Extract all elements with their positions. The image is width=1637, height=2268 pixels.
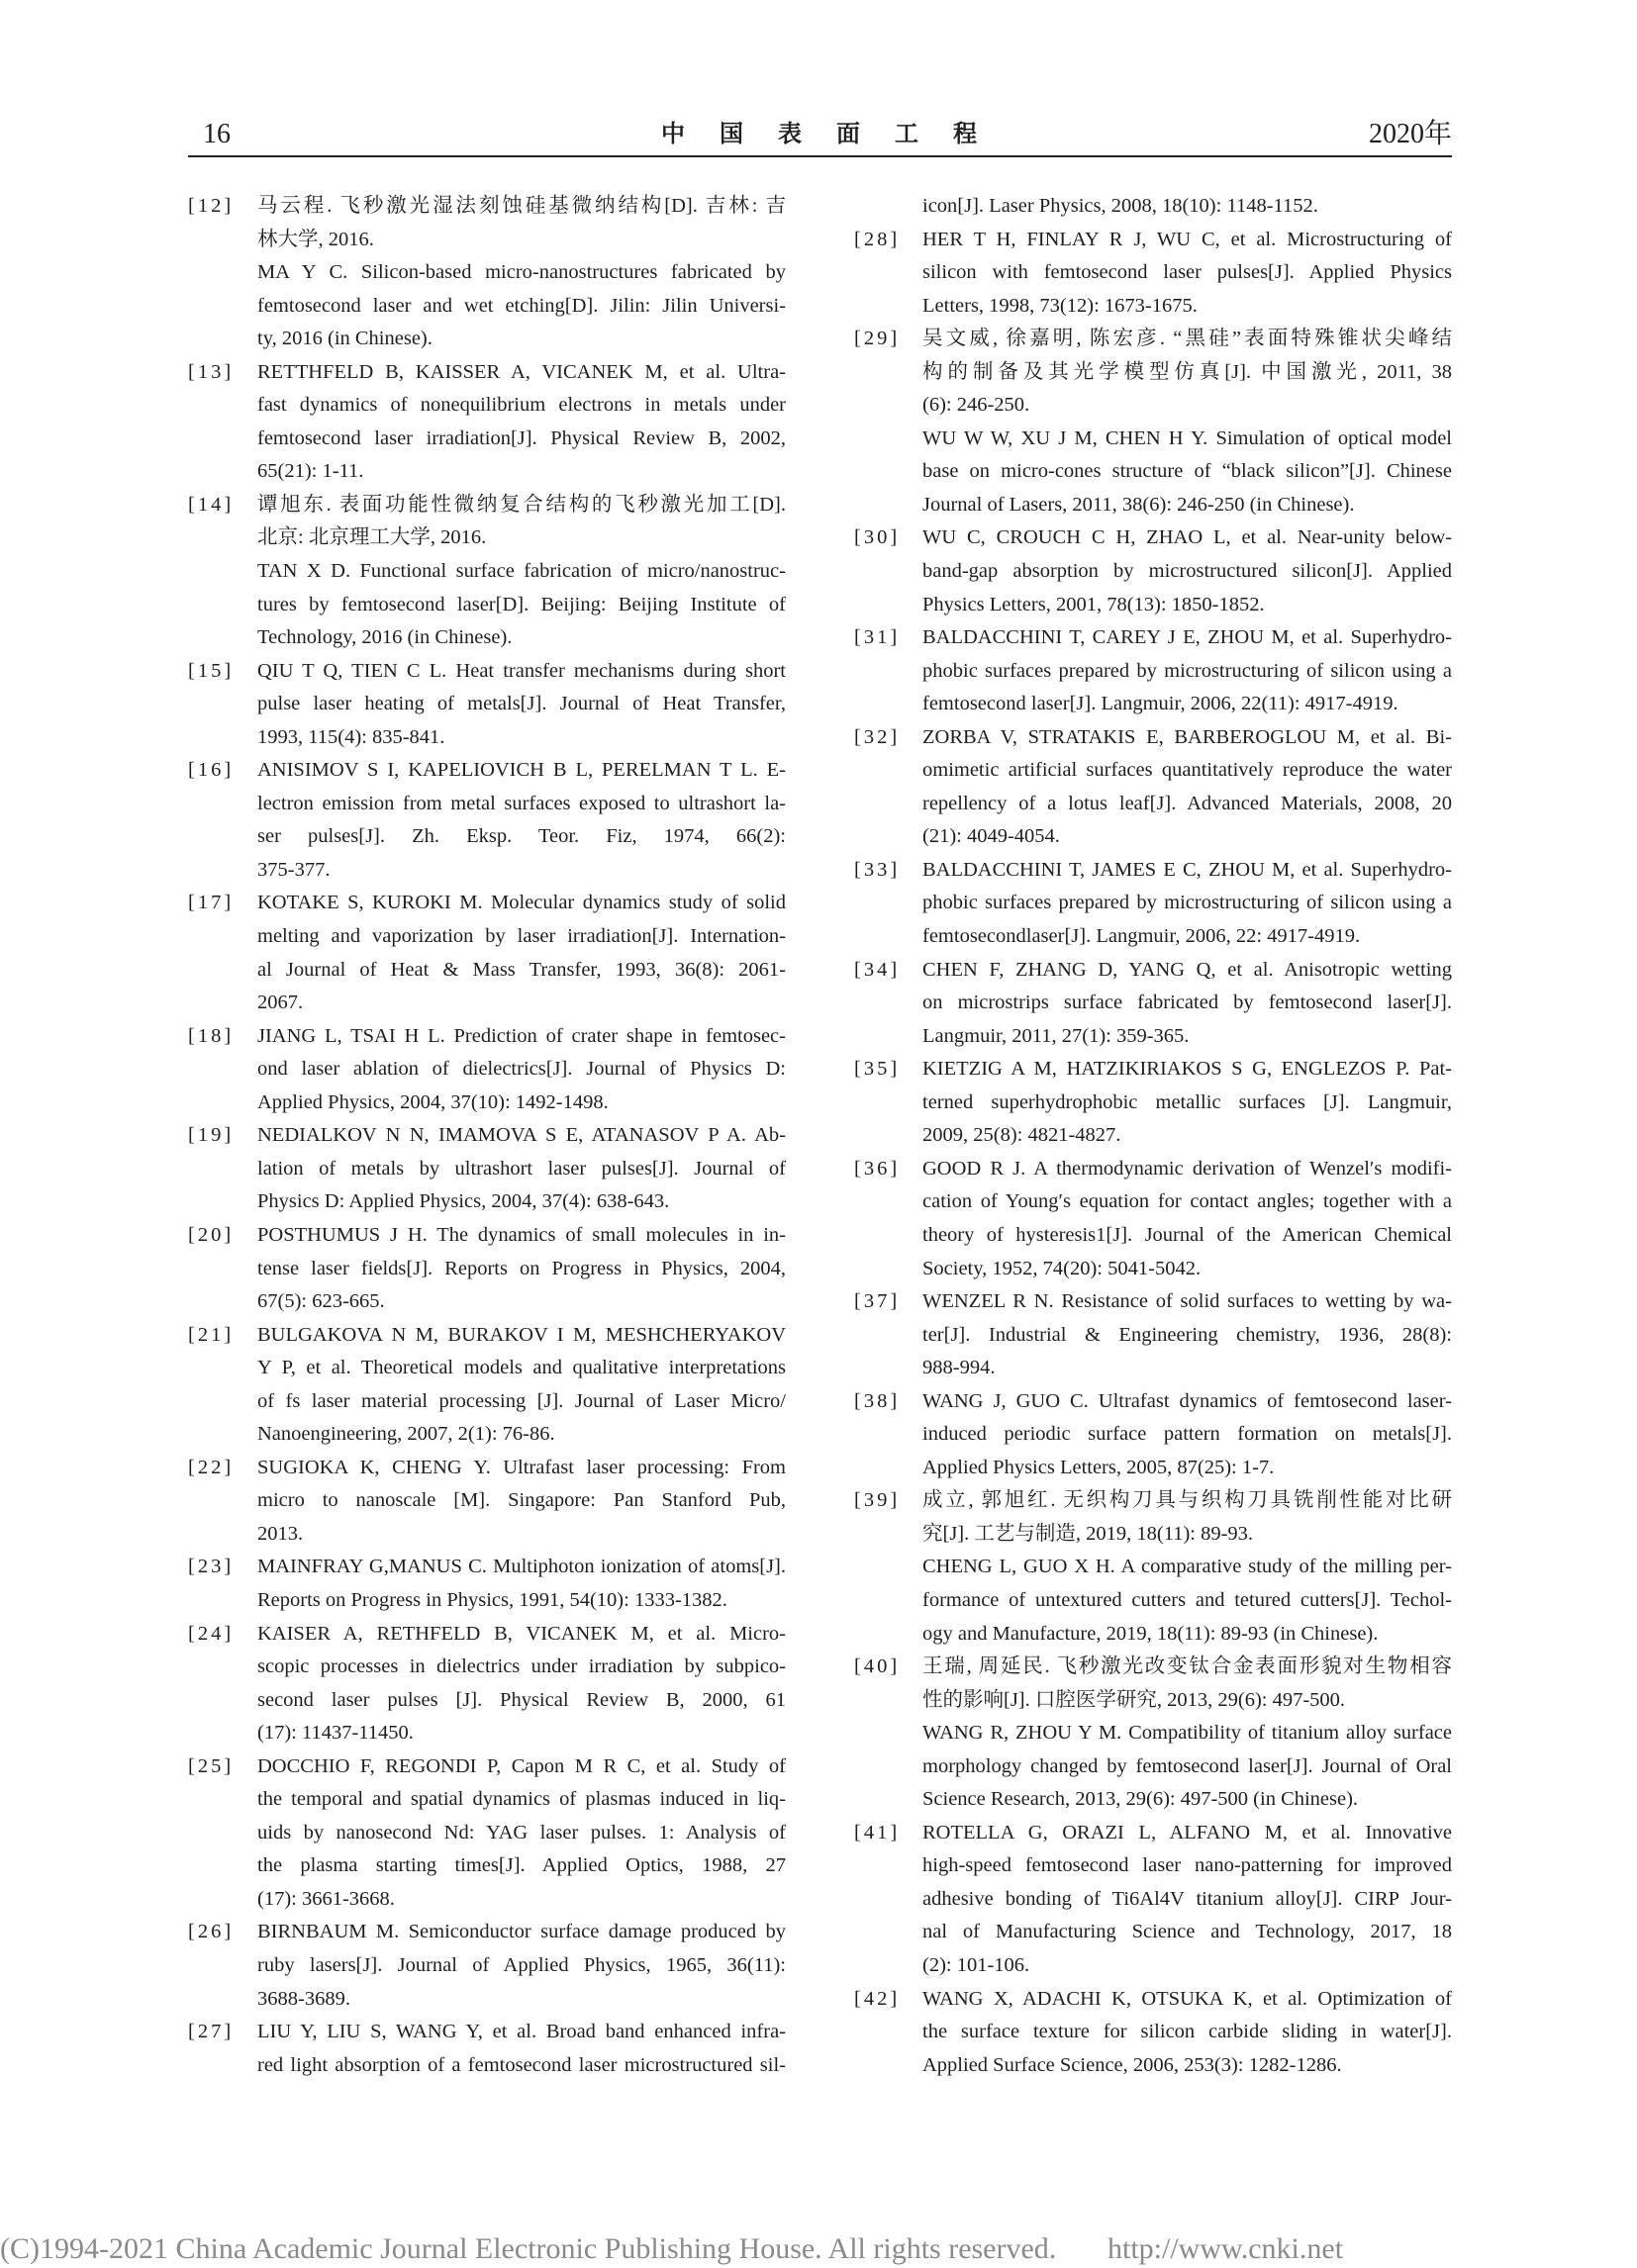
reference-text bbox=[257, 2016, 786, 2082]
reference-line: red light absorption of a femtosecond laser microstructured sil- bbox=[257, 2053, 786, 2076]
reference-line: KOTAKE S, KUROKI M. Molecular dynamics study of solid bbox=[257, 892, 786, 914]
reference-line: NEDIALKOV N N, IMAMOVA S E, ATANASOV P A. Ab- bbox=[257, 1124, 786, 1147]
left-column bbox=[188, 190, 786, 2082]
reference-line: high-speed femtosecond laser nano-patterning for improved bbox=[922, 1854, 1452, 1877]
reference-line: Letters, 1998, 73(12): 1673-1675. bbox=[922, 294, 1198, 317]
reference-line: BALDACCHINI T, CAREY J E, ZHOU M, et al. Superhydro- bbox=[922, 626, 1452, 649]
reference-line: al Journal of Heat & Mass Transfer, 1993, 36(8): 2061- bbox=[257, 958, 786, 981]
reference-line: nal of Manufacturing Science and Technology, 2017, 18 bbox=[922, 1921, 1452, 1943]
reference-line: uids by nanosecond Nd: YAG laser pulses. 1: Analysis of bbox=[257, 1821, 786, 1843]
reference-line: (17): 3661-3668. bbox=[257, 1887, 395, 1910]
reference-line: WANG R, ZHOU Y M. Compatibility of titanium alloy surface bbox=[922, 1722, 1452, 1745]
reference-entry bbox=[854, 521, 1452, 621]
reference-text bbox=[257, 1219, 786, 1319]
reference-line: (2): 101-106. bbox=[922, 1953, 1030, 1976]
reference-line: ond laser ablation of dielectrics[J]. Journal of Physics D: bbox=[257, 1058, 786, 1081]
reference-line: Nanoengineering, 2007, 2(1): 76-86. bbox=[257, 1423, 555, 1446]
reference-number: [41] bbox=[854, 1821, 901, 1843]
header-rule bbox=[188, 155, 1452, 157]
reference-number: [20] bbox=[188, 1223, 235, 1246]
reference-number: [21] bbox=[188, 1323, 235, 1346]
reference-line: (21): 4049-4054. bbox=[922, 825, 1060, 848]
reference-entry bbox=[854, 323, 1452, 521]
reference-line: Reports on Progress in Physics, 1991, 54(10): 1333-1382. bbox=[257, 1588, 727, 1611]
reference-line: 成立, 郭旭红. 无织构刀具与织构刀具铣削性能对比研 bbox=[922, 1489, 1452, 1512]
publisher-url: http://www.cnki.net bbox=[1107, 2232, 1344, 2265]
reference-line: KIETZIG A M, HATZIKIRIAKOS S G, ENGLEZOS P. Pat- bbox=[922, 1058, 1452, 1081]
reference-line: formance of untextured cutters and tetured cutters[J]. Techol- bbox=[922, 1588, 1452, 1611]
reference-text bbox=[257, 190, 786, 356]
reference-line: RETTHFELD B, KAISSER A, VICANEK M, et al. Ultra- bbox=[257, 360, 786, 383]
reference-number: [42] bbox=[854, 1987, 901, 2010]
reference-line: femtosecondlaser[J]. Langmuir, 2006, 22: 4917-4919. bbox=[922, 925, 1361, 948]
reference-entry bbox=[854, 854, 1452, 954]
reference-line: ANISIMOV S I, KAPELIOVICH B L, PERELMAN T L. E- bbox=[257, 759, 786, 782]
reference-line: fast dynamics of nonequilibrium electrons in metals under bbox=[257, 394, 786, 417]
reference-number: [17] bbox=[188, 892, 235, 914]
reference-entry bbox=[188, 2016, 786, 2082]
reference-text bbox=[257, 356, 786, 489]
reference-line: BULGAKOVA N M, BURAKOV I M, MESHCHERYAKOV bbox=[257, 1323, 786, 1346]
reference-text bbox=[257, 887, 786, 1019]
reference-line: 3688-3689. bbox=[257, 1987, 350, 2010]
reference-line: SUGIOKA K, CHENG Y. Ultrafast laser processing: From bbox=[257, 1456, 786, 1478]
reference-number: [36] bbox=[854, 1157, 901, 1180]
reference-line: ruby lasers[J]. Journal of Applied Physics, 1965, 36(11): bbox=[257, 1953, 786, 1976]
reference-text bbox=[922, 1053, 1452, 1153]
reference-line: 谭旭东. 表面功能性微纳复合结构的飞秒激光加工[D]. bbox=[257, 493, 786, 516]
reference-line: (6): 246-250. bbox=[922, 394, 1030, 417]
reference-line: femtosecond laser[J]. Langmuir, 2006, 22(11): 4917-4919. bbox=[922, 693, 1398, 715]
reference-number: [28] bbox=[854, 228, 901, 250]
reference-number: [19] bbox=[188, 1124, 235, 1147]
reference-line: 林大学, 2016. bbox=[257, 228, 374, 250]
reference-number: [39] bbox=[854, 1489, 901, 1512]
reference-number: [12] bbox=[188, 195, 235, 217]
reference-line: WANG X, ADACHI K, OTSUKA K, et al. Optimization of bbox=[922, 1987, 1452, 2010]
reference-line: Society, 1952, 74(20): 5041-5042. bbox=[922, 1257, 1202, 1279]
reference-number: [25] bbox=[188, 1754, 235, 1777]
reference-entry bbox=[188, 1020, 786, 1120]
reference-text bbox=[922, 190, 1452, 224]
reference-line: phobic surfaces prepared by microstructuring of silicon using a bbox=[922, 892, 1452, 914]
reference-line: 375-377. bbox=[257, 858, 331, 881]
reference-text bbox=[257, 489, 786, 655]
reference-text bbox=[922, 224, 1452, 324]
reference-number: [35] bbox=[854, 1058, 901, 1081]
reference-line: band-gap absorption by microstructured silicon[J]. Applied bbox=[922, 560, 1452, 583]
reference-entry bbox=[854, 621, 1452, 721]
reference-text bbox=[257, 655, 786, 755]
reference-line: MA Y C. Silicon-based micro-nanostructures fabricated by bbox=[257, 261, 786, 284]
reference-text bbox=[257, 1319, 786, 1452]
reference-line: CHENG L, GUO X H. A comparative study of the milling per- bbox=[922, 1556, 1452, 1578]
reference-entry bbox=[188, 887, 786, 1019]
reference-number: [32] bbox=[854, 725, 901, 748]
reference-number: [14] bbox=[188, 493, 235, 516]
reference-entry bbox=[854, 1817, 1452, 1983]
reference-text bbox=[922, 954, 1452, 1054]
reference-text bbox=[257, 754, 786, 887]
reference-number: [38] bbox=[854, 1389, 901, 1412]
reference-line: cation of Young′s equation for contact angles; together with a bbox=[922, 1190, 1452, 1213]
reference-line: WU W W, XU J M, CHEN H Y. Simulation of optical model bbox=[922, 426, 1452, 449]
reference-line: of fs laser material processing [J]. Journal of Laser Micro/ bbox=[257, 1389, 786, 1412]
reference-entry bbox=[854, 721, 1452, 854]
reference-entry bbox=[188, 1219, 786, 1319]
reference-entry bbox=[188, 1452, 786, 1552]
reference-entry bbox=[188, 1618, 786, 1750]
reference-line: ser pulses[J]. Zh. Eksp. Teor. Fiz, 1974, 66(2): bbox=[257, 825, 786, 848]
reference-line: Y P, et al. Theoretical models and qualitative interpretations bbox=[257, 1357, 786, 1379]
reference-text bbox=[257, 1916, 786, 2016]
reference-line: theory of hysteresis1[J]. Journal of the American Chemical bbox=[922, 1223, 1452, 1246]
reference-line: Journal of Lasers, 2011, 38(6): 246-250 (in Chinese). bbox=[922, 493, 1355, 516]
reference-text bbox=[922, 1153, 1452, 1285]
reference-text bbox=[922, 1484, 1452, 1651]
reference-number: [18] bbox=[188, 1024, 235, 1047]
reference-line: WANG J, GUO C. Ultrafast dynamics of femtosecond laser- bbox=[922, 1389, 1452, 1412]
reference-line: TAN X D. Functional surface fabrication of micro/nanostruc- bbox=[257, 560, 786, 583]
reference-line: adhesive bonding of Ti6Al4V titanium alloy[J]. CIRP Jour- bbox=[922, 1887, 1452, 1910]
reference-number: [24] bbox=[188, 1622, 235, 1645]
reference-line: second laser pulses [J]. Physical Review B, 2000, 61 bbox=[257, 1688, 786, 1711]
reference-number: [13] bbox=[188, 360, 235, 383]
reference-entry bbox=[188, 754, 786, 887]
reference-line: 2009, 25(8): 4821-4827. bbox=[922, 1124, 1121, 1147]
reference-number: [30] bbox=[854, 526, 901, 549]
reference-line: 65(21): 1-11. bbox=[257, 460, 364, 483]
reference-number: [27] bbox=[188, 2021, 235, 2043]
reference-line: Applied Physics, 2004, 37(10): 1492-1498. bbox=[257, 1090, 609, 1113]
reference-entry bbox=[854, 1385, 1452, 1485]
reference-entry bbox=[188, 356, 786, 489]
reference-line: WU C, CROUCH C H, ZHAO L, et al. Near-unity below- bbox=[922, 526, 1452, 549]
reference-text bbox=[922, 521, 1452, 621]
reference-line: induced periodic surface pattern formation on metals[J]. bbox=[922, 1423, 1452, 1446]
reference-entry bbox=[854, 1651, 1452, 1817]
reference-number: [26] bbox=[188, 1921, 235, 1943]
reference-line: 究[J]. 工艺与制造, 2019, 18(11): 89-93. bbox=[922, 1522, 1254, 1545]
reference-line: KAISER A, RETHFELD B, VICANEK M, et al. Micro- bbox=[257, 1622, 786, 1645]
reference-line: POSTHUMUS J H. The dynamics of small molecules in in- bbox=[257, 1223, 786, 1246]
reference-line: scopic processes in dielectrics under irradiation by subpico- bbox=[257, 1655, 786, 1678]
reference-line: 构的制备及其光学模型仿真[J]. 中国激光, 2011, 38 bbox=[922, 360, 1452, 383]
reference-entry bbox=[188, 655, 786, 755]
reference-number: [29] bbox=[854, 328, 901, 350]
reference-text bbox=[922, 1285, 1452, 1385]
reference-entry bbox=[188, 1916, 786, 2016]
reference-text bbox=[922, 854, 1452, 954]
reference-line: 2067. bbox=[257, 992, 304, 1014]
reference-line: on microstrips surface fabricated by femtosecond laser[J]. bbox=[922, 992, 1452, 1014]
page-number: 16 bbox=[203, 119, 231, 149]
reference-text bbox=[257, 1020, 786, 1120]
reference-line: silicon with femtosecond laser pulses[J]. Applied Physics bbox=[922, 261, 1452, 284]
reference-number: [23] bbox=[188, 1556, 235, 1578]
reference-line: 马云程. 飞秒激光湿法刻蚀硅基微纳结构[D]. 吉林: 吉 bbox=[257, 195, 786, 217]
reference-number: [15] bbox=[188, 659, 235, 682]
reference-line: lation of metals by ultrashort laser pulses[J]. Journal of bbox=[257, 1157, 786, 1180]
reference-line: Langmuir, 2011, 27(1): 359-365. bbox=[922, 1024, 1190, 1047]
reference-line: Technology, 2016 (in Chinese). bbox=[257, 626, 513, 649]
reference-line: 67(5): 623-665. bbox=[257, 1290, 385, 1313]
reference-line: morphology changed by femtosecond laser[J]. Journal of Oral bbox=[922, 1754, 1452, 1777]
reference-line: LIU Y, LIU S, WANG Y, et al. Broad band enhanced infra- bbox=[257, 2021, 786, 2043]
reference-line: lectron emission from metal surfaces exposed to ultrashort la- bbox=[257, 792, 786, 814]
reference-line: the plasma starting times[J]. Applied Optics, 1988, 27 bbox=[257, 1854, 786, 1877]
reference-entry bbox=[188, 1119, 786, 1219]
reference-number: [37] bbox=[854, 1290, 901, 1313]
reference-line: the temporal and spatial dynamics of plasmas induced in liq- bbox=[257, 1788, 786, 1811]
reference-line: the surface texture for silicon carbide sliding in water[J]. bbox=[922, 2021, 1452, 2043]
reference-number: [31] bbox=[854, 626, 901, 649]
reference-line: (17): 11437-11450. bbox=[257, 1722, 414, 1745]
reference-line: WENZEL R N. Resistance of solid surfaces to wetting by wa- bbox=[922, 1290, 1452, 1313]
reference-line: DOCCHIO F, REGONDI P, Capon M R C, et al. Study of bbox=[257, 1754, 786, 1777]
reference-entry bbox=[188, 1750, 786, 1917]
reference-text bbox=[922, 1385, 1452, 1485]
reference-line: MAINFRAY G,MANUS C. Multiphoton ionization of atoms[J]. bbox=[257, 1556, 786, 1578]
reference-line: ter[J]. Industrial & Engineering chemistry, 1936, 28(8): bbox=[922, 1323, 1452, 1346]
right-column bbox=[854, 190, 1452, 2082]
publication-year: 2020年 bbox=[1368, 119, 1452, 149]
reference-line: ogy and Manufacture, 2019, 18(11): 89-93 (in Chinese). bbox=[922, 1622, 1379, 1645]
reference-line: tures by femtosecond laser[D]. Beijing: Beijing Institute of bbox=[257, 593, 786, 615]
reference-line: icon[J]. Laser Physics, 2008, 18(10): 1148-1152. bbox=[922, 195, 1318, 217]
reference-line: QIU T Q, TIEN C L. Heat transfer mechanisms during short bbox=[257, 659, 786, 682]
reference-entry bbox=[188, 190, 786, 356]
reference-number: [33] bbox=[854, 858, 901, 881]
reference-text bbox=[257, 1551, 786, 1617]
reference-entry bbox=[854, 954, 1452, 1054]
reference-line: phobic surfaces prepared by microstructuring of silicon using a bbox=[922, 659, 1452, 682]
reference-entry bbox=[854, 1053, 1452, 1153]
reference-line: 王瑞, 周延民. 飞秒激光改变钛合金表面形貌对生物相容 bbox=[922, 1655, 1452, 1678]
reference-line: ZORBA V, STRATAKIS E, BARBEROGLOU M, et al. Bi- bbox=[922, 725, 1452, 748]
reference-text bbox=[922, 1983, 1452, 2083]
reference-text bbox=[922, 1817, 1452, 1983]
reference-entry bbox=[854, 224, 1452, 324]
reference-entry bbox=[854, 1153, 1452, 1285]
reference-line: 988-994. bbox=[922, 1357, 996, 1379]
reference-entry bbox=[188, 1551, 786, 1617]
reference-line: JIANG L, TSAI H L. Prediction of crater shape in femtosec- bbox=[257, 1024, 786, 1047]
reference-text bbox=[922, 621, 1452, 721]
reference-text bbox=[922, 1651, 1452, 1817]
reference-entry bbox=[854, 1983, 1452, 2083]
reference-line: 吴文威, 徐嘉明, 陈宏彦. “黑硅”表面特殊锥状尖峰结 bbox=[922, 328, 1452, 350]
copyright-notice: (C)1994-2021 China Academic Journal Electronic Publishing House. All rights reserved. bbox=[0, 2232, 1057, 2265]
reference-line: 北京: 北京理工大学, 2016. bbox=[257, 526, 487, 549]
reference-line: CHEN F, ZHANG D, YANG Q, et al. Anisotropic wetting bbox=[922, 958, 1452, 981]
reference-text bbox=[922, 323, 1452, 521]
reference-line: ROTELLA G, ORAZI L, ALFANO M, et al. Innovative bbox=[922, 1821, 1452, 1843]
reference-entry bbox=[188, 489, 786, 655]
reference-text bbox=[257, 1452, 786, 1552]
reference-line: tense laser fields[J]. Reports on Progress in Physics, 2004, bbox=[257, 1257, 786, 1279]
reference-line: terned superhydrophobic metallic surfaces [J]. Langmuir, bbox=[922, 1090, 1452, 1113]
reference-number: [16] bbox=[188, 759, 235, 782]
reference-text bbox=[257, 1750, 786, 1917]
journal-title: 中国表面工程 bbox=[661, 122, 1011, 147]
reference-line: repellency of a lotus leaf[J]. Advanced Materials, 2008, 20 bbox=[922, 792, 1452, 814]
reference-line: Applied Surface Science, 2006, 253(3): 1282-1286. bbox=[922, 2053, 1342, 2076]
reference-line: omimetic artificial surfaces quantitatively reproduce the water bbox=[922, 759, 1452, 782]
reference-line: Physics Letters, 2001, 78(13): 1850-1852. bbox=[922, 593, 1265, 615]
reference-number: [22] bbox=[188, 1456, 235, 1478]
reference-line: femtosecond laser irradiation[J]. Physical Review B, 2002, bbox=[257, 426, 786, 449]
reference-line: BIRNBAUM M. Semiconductor surface damage produced by bbox=[257, 1921, 786, 1943]
reference-line: base on micro-cones structure of “black silicon”[J]. Chinese bbox=[922, 460, 1452, 483]
reference-line: Applied Physics Letters, 2005, 87(25): 1-7. bbox=[922, 1456, 1275, 1478]
reference-text bbox=[922, 721, 1452, 854]
reference-line: femtosecond laser and wet etching[D]. Jilin: Jilin Universi- bbox=[257, 294, 786, 317]
reference-number: [34] bbox=[854, 958, 901, 981]
reference-line: BALDACCHINI T, JAMES E C, ZHOU M, et al. Superhydro- bbox=[922, 858, 1452, 881]
reference-entry bbox=[854, 1285, 1452, 1385]
reference-text bbox=[257, 1119, 786, 1219]
reference-entry bbox=[188, 1319, 786, 1452]
reference-line: Physics D: Applied Physics, 2004, 37(4): 638-643. bbox=[257, 1190, 670, 1213]
reference-line: Science Research, 2013, 29(6): 497-500 (in Chinese). bbox=[922, 1788, 1359, 1811]
reference-line: micro to nanoscale [M]. Singapore: Pan Stanford Pub, bbox=[257, 1489, 786, 1512]
reference-line: melting and vaporization by laser irradiation[J]. Internation- bbox=[257, 925, 786, 948]
reference-line: 2013. bbox=[257, 1522, 304, 1545]
reference-number: [40] bbox=[854, 1655, 901, 1678]
reference-entry bbox=[854, 190, 1452, 224]
reference-line: pulse laser heating of metals[J]. Journal of Heat Transfer, bbox=[257, 693, 786, 715]
reference-line: HER T H, FINLAY R J, WU C, et al. Microstructuring of bbox=[922, 228, 1452, 250]
reference-text bbox=[257, 1618, 786, 1750]
reference-line: ty, 2016 (in Chinese). bbox=[257, 328, 433, 350]
reference-line: 性的影响[J]. 口腔医学研究, 2013, 29(6): 497-500. bbox=[922, 1688, 1346, 1711]
reference-entry bbox=[854, 1484, 1452, 1651]
reference-line: GOOD R J. A thermodynamic derivation of Wenzel′s modifi- bbox=[922, 1157, 1452, 1180]
reference-line: 1993, 115(4): 835-841. bbox=[257, 725, 445, 748]
